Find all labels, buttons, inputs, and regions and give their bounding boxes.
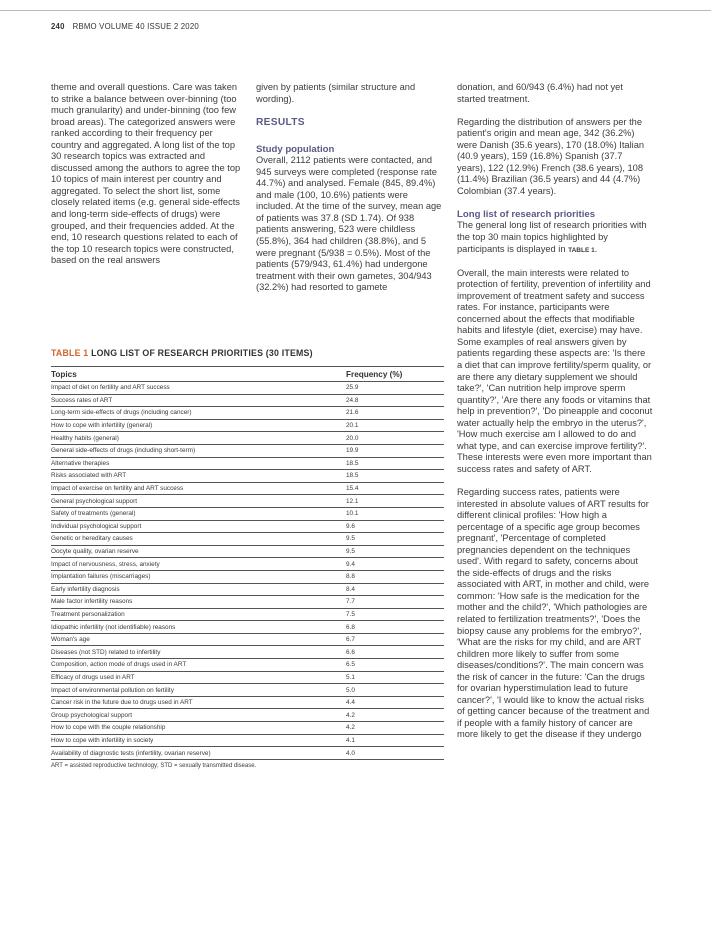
topic-cell: Treatment personalization	[51, 608, 346, 621]
table-row	[51, 457, 444, 470]
frequency-cell: 10.1	[346, 507, 444, 520]
table-footnote: ART = assisted reproductive technology; STD = sexually transmitted disease.	[51, 762, 257, 769]
results-heading: RESULTS	[256, 117, 305, 129]
topic-cell: Genetic or hereditary causes	[51, 533, 346, 546]
table-row	[51, 596, 444, 609]
frequency-cell: 18.5	[346, 470, 444, 483]
frequency-cell: 7.7	[346, 596, 444, 609]
frequency-cell: 24.8	[346, 394, 444, 407]
donation-paragraph: donation, and 60/943 (6.4%) had not yet started treatment.	[457, 82, 623, 104]
table-row	[51, 507, 444, 520]
table-row	[51, 444, 444, 457]
table-row	[51, 696, 444, 709]
table-title	[51, 348, 444, 358]
frequency-cell: 9.6	[346, 520, 444, 533]
table-row	[51, 382, 444, 395]
frequency-cell: 5.0	[346, 684, 444, 697]
table-row	[51, 495, 444, 508]
long-list-paragraph: The general long list of research priorities with the top 30 main topics highlighted by participants is displayed in TABLE 1.	[457, 220, 647, 254]
study-population-heading: Study population	[256, 143, 335, 155]
header-frequency: Frequency (%)	[346, 367, 444, 382]
topic-cell: Idiopathic infertility (not identifiable) reasons	[51, 621, 346, 634]
long-list-heading: Long list of research priorities	[457, 208, 596, 220]
topic-cell: Success rates of ART	[51, 394, 346, 407]
table-caption: LONG LIST OF RESEARCH PRIORITIES (30 ITEMS)	[91, 348, 313, 358]
topic-cell: Early infertility diagnosis	[51, 583, 346, 596]
table-row	[51, 583, 444, 596]
table-row	[51, 722, 444, 735]
topic-cell: How to cope with the couple relationship	[51, 722, 346, 735]
header-topics: Topics	[51, 367, 346, 382]
frequency-cell: 9.5	[346, 545, 444, 558]
column-right	[457, 82, 653, 741]
topic-cell: Availability of diagnostic tests (infertility, ovarian reserve)	[51, 747, 346, 760]
table-row	[51, 482, 444, 495]
table-row	[51, 671, 444, 684]
topic-cell: General psychological support	[51, 495, 346, 508]
top-rule	[0, 10, 711, 11]
long-list-text: The general long list of research priorities with the top 30 main topics highlighted by participants is displayed in	[457, 220, 647, 254]
study-population-paragraph: Overall, 2112 patients were contacted, and 945 surveys were completed (response rate 44.7%) and analysed. Female (845, 89.4%) and male (100, 10.6%) patients were included. At the time of the survey, mean age of patients was 37.8 (SD 1.74). Of 938 patients answering, 523 were childless (55.8%), 364 had children (38.8%), and 5 were pregnant (5/938 = 0.5%). Most of the patients (579/943, 61.4%) had undergone treatment with their own gametes, 304/943 (32.2%) had resorted to gamete	[256, 155, 442, 293]
frequency-cell: 4.1	[346, 734, 444, 747]
column-left	[51, 82, 241, 267]
origin-paragraph: Regarding the distribution of answers per the patient's origin and mean age, 342 (36.2%) were Danish (35.6 years), 170 (18.0%) Italian (40.9 years), 159 (16.8%) Spanish (37.7 years), 122 (12.9%) French (38.6 years), 108 (11.4%) Brazilian (36.5 years) and 44 (4.7%) Colombian (37.4 years).	[457, 116, 645, 196]
topic-cell: Group psychological support	[51, 709, 346, 722]
topic-cell: Implantation failures (miscarriages)	[51, 570, 346, 583]
table-row	[51, 608, 444, 621]
table-row	[51, 407, 444, 420]
topic-cell: Cancer risk in the future due to drugs used in ART	[51, 696, 346, 709]
table-label: TABLE 1	[51, 348, 89, 358]
topic-cell: Composition, action mode of drugs used in ART	[51, 659, 346, 672]
running-header	[51, 22, 199, 31]
methods-paragraph: theme and overall questions. Care was taken to strike a balance between over-binning (too much granularity) and under-binning (too few broad areas). The categorized answers were ranked according to their frequency per country and aggregated. A long list of the top 30 research topics was extracted and discussed among the authors to agree the top 10 topics of main interest per country and aggregated. To select the short list, some closely related items (e.g. general side-effects and long-term side-effects of drugs) were grouped, and their frequencies added. At the end, 10 research questions related to each of the top 10 research topics were constructed, based on the real answers	[51, 82, 241, 266]
frequency-cell: 15.4	[346, 482, 444, 495]
table-row	[51, 545, 444, 558]
topic-cell: General side-effects of drugs (including short-term)	[51, 444, 346, 457]
table-row	[51, 684, 444, 697]
table-row	[51, 520, 444, 533]
topic-cell: Oocyte quality, ovarian reserve	[51, 545, 346, 558]
table-row	[51, 633, 444, 646]
frequency-cell: 19.9	[346, 444, 444, 457]
topic-cell: Impact of environmental pollution on fertility	[51, 684, 346, 697]
frequency-cell: 6.8	[346, 621, 444, 634]
frequency-cell: 25.9	[346, 382, 444, 395]
frequency-cell: 4.2	[346, 709, 444, 722]
table-row	[51, 533, 444, 546]
table-1	[51, 348, 444, 769]
table-row	[51, 394, 444, 407]
interests-paragraph: Overall, the main interests were related to protection of fertility, prevention of infertility and improvement of treatment safety and success rates. For instance, participants were concerned about the effects that modifiable habits and lifestyle (diet, exercise) may have. Some examples of real answers given by patients regarding these aspects are: 'Is there a diet that can improve fertility/sperm quality, or are there any dietary supplement we should take?', 'Can nutrition help improve sperm quantity?', 'Are there any foods or vitamins that help in prevention?', 'Do pineapple and coconut water actually help the embryo in the uterus?', 'How much exercise am I allowed to do and what type, and can exercise improve fertility?'. These interests were even more important than success rates and safety of ART.	[457, 267, 653, 474]
table-row	[51, 419, 444, 432]
frequency-cell: 8.8	[346, 570, 444, 583]
frequency-cell: 9.5	[346, 533, 444, 546]
topic-cell: How to cope with infertility (general)	[51, 419, 346, 432]
column-middle	[256, 82, 447, 294]
table-header-row	[51, 367, 444, 382]
frequency-cell: 20.0	[346, 432, 444, 445]
topic-cell: Impact of nervousness, stress, anxiety	[51, 558, 346, 571]
page-number: 240	[51, 22, 65, 31]
table-reference-link[interactable]: TABLE 1	[568, 246, 595, 254]
frequency-cell: 4.2	[346, 722, 444, 735]
table-row	[51, 470, 444, 483]
frequency-cell: 21.6	[346, 407, 444, 420]
topic-cell: Impact of exercise on fertility and ART success	[51, 482, 346, 495]
topic-cell: How to cope with infertility in society	[51, 734, 346, 747]
frequency-cell: 18.5	[346, 457, 444, 470]
table-body	[51, 382, 444, 760]
frequency-cell: 4.0	[346, 747, 444, 760]
frequency-cell: 20.1	[346, 419, 444, 432]
table-row	[51, 432, 444, 445]
research-priorities-table	[51, 366, 444, 760]
frequency-cell: 12.1	[346, 495, 444, 508]
frequency-cell: 9.4	[346, 558, 444, 571]
topic-cell: Individual psychological support	[51, 520, 346, 533]
topic-cell: Long-term side-effects of drugs (including cancer)	[51, 407, 346, 420]
topic-cell: Alternative therapies	[51, 457, 346, 470]
table-row	[51, 570, 444, 583]
topic-cell: Male factor infertility reasons	[51, 596, 346, 609]
frequency-cell: 7.5	[346, 608, 444, 621]
frequency-cell: 5.1	[346, 671, 444, 684]
success-rates-paragraph: Regarding success rates, patients were interested in absolute values of ART results for different clinical profiles: 'How high a percentage of a specific age group becomes pregnant', 'Percentage of completed pregnancies dependent on the techniques used'. With regard to safety, concerns about the side-effects of drugs and the risks associated with ART, in mother and child, were common: 'How safe is the medication for the mother and the child?', 'Which pathologies are related to fertilization treatments?', 'Does the biopsy cause any problems for the embryo?', 'What are the risks for my child, and are ART children more likely to suffer from some diseases/conditions?'. The main concern was the risk of cancer in the future: 'Can the drugs for ovarian hyperstimulation lead to future cancer?', 'I would like to know the actual risks of getting cancer because of the treatment and if people with a family history of cancer are more likely to get the disease if they undergo	[457, 486, 650, 740]
topic-cell: Risks associated with ART	[51, 470, 346, 483]
frequency-cell: 4.4	[346, 696, 444, 709]
topic-cell: Impact of diet on fertility and ART success	[51, 382, 346, 395]
topic-cell: Diseases (not STD) related to infertility	[51, 646, 346, 659]
journal-title: RBMO VOLUME 40 ISSUE 2 2020	[72, 22, 199, 31]
table-row	[51, 747, 444, 760]
table-row	[51, 621, 444, 634]
frequency-cell: 6.5	[346, 659, 444, 672]
topic-cell: Safety of treatments (general)	[51, 507, 346, 520]
topic-cell: Healthy habits (general)	[51, 432, 346, 445]
frequency-cell: 6.6	[346, 646, 444, 659]
topic-cell: Woman's age	[51, 633, 346, 646]
frequency-cell: 8.4	[346, 583, 444, 596]
table-row	[51, 734, 444, 747]
table-row	[51, 646, 444, 659]
continuation-paragraph: given by patients (similar structure and wording).	[256, 82, 416, 104]
frequency-cell: 6.7	[346, 633, 444, 646]
table-row	[51, 659, 444, 672]
topic-cell: Efficacy of drugs used in ART	[51, 671, 346, 684]
table-row	[51, 709, 444, 722]
table-row	[51, 558, 444, 571]
